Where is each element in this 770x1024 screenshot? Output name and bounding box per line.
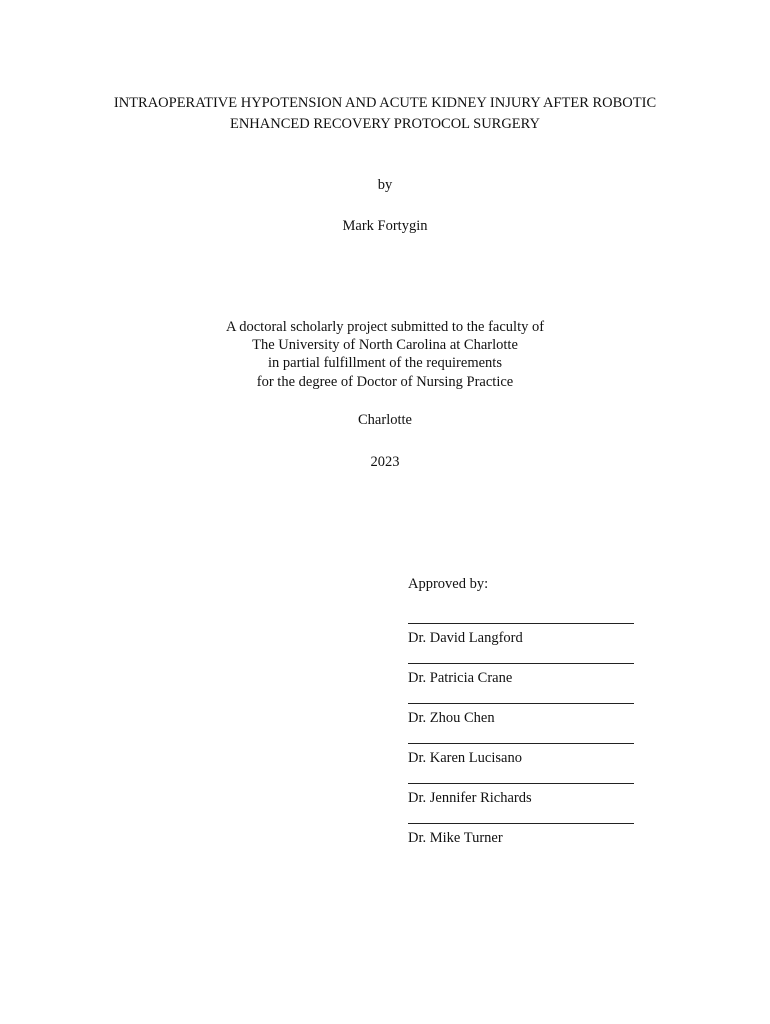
- signature-line: [408, 703, 634, 704]
- title-line-1: INTRAOPERATIVE HYPOTENSION AND ACUTE KIDNEY INJURY AFTER ROBOTIC: [113, 95, 657, 111]
- signature-line: [408, 743, 634, 744]
- signatory-name: Dr. Karen Lucisano: [408, 750, 522, 766]
- signature-block: [408, 743, 638, 767]
- approval-section: [408, 574, 638, 863]
- signature-block: [408, 823, 638, 847]
- signatory-name: Dr. Jennifer Richards: [408, 790, 532, 806]
- city: Charlotte: [358, 412, 412, 428]
- signature-line: [408, 663, 634, 664]
- signature-line: [408, 783, 634, 784]
- signatory-name: Dr. Patricia Crane: [408, 670, 513, 686]
- submission-statement: [0, 318, 770, 391]
- signature-line: [408, 623, 634, 624]
- signatory-name: Dr. David Langford: [408, 630, 523, 646]
- signatory-name: Dr. Mike Turner: [408, 830, 503, 846]
- statement-line-1: A doctoral scholarly project submitted to the faculty of: [225, 319, 545, 335]
- author-name: Mark Fortygin: [342, 218, 428, 234]
- approved-by-label: Approved by:: [408, 576, 489, 592]
- statement-line-2: The University of North Carolina at Charlotte: [252, 337, 518, 354]
- title-line-2: ENHANCED RECOVERY PROTOCOL SURGERY: [229, 116, 541, 132]
- signature-block: [408, 783, 638, 807]
- signature-line: [408, 823, 634, 824]
- signature-block: [408, 703, 638, 727]
- signature-block: [408, 623, 638, 647]
- signature-block: [408, 663, 638, 687]
- year: 2023: [370, 454, 400, 470]
- statement-line-4: for the degree of Doctor of Nursing Practice: [256, 373, 514, 390]
- signatory-name: Dr. Zhou Chen: [408, 710, 495, 726]
- byline: by: [377, 177, 393, 193]
- document-title: [0, 93, 770, 135]
- statement-line-3: in partial fulfillment of the requirements: [268, 355, 502, 372]
